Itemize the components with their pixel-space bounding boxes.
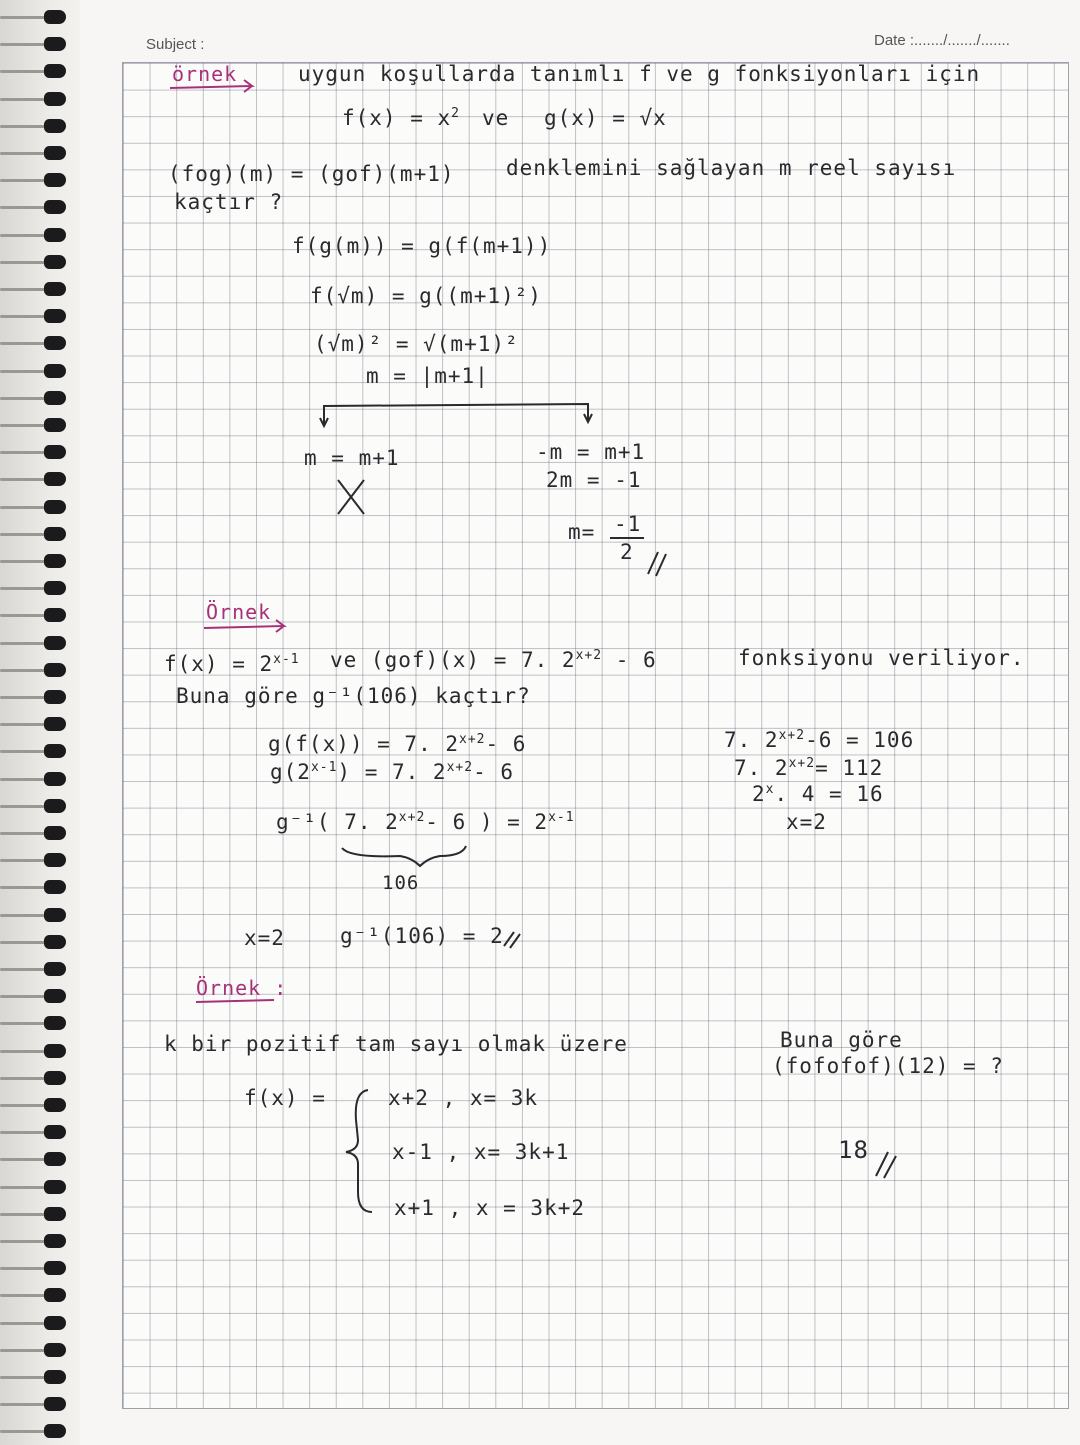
ex2-right4: x=2 <box>786 810 827 834</box>
split-bracket <box>324 404 588 424</box>
question1-rest: denklemini sağlayan m reel sayısı <box>506 156 957 180</box>
ex2-right1: 7. $2^{x+2}-6 = 106$ <box>724 728 915 752</box>
case-b1: -m = m+1 <box>536 440 646 464</box>
double-slash-icon <box>648 552 666 576</box>
f-definition: $f(x) = x^2$ <box>342 106 460 130</box>
example3-label: Örnek : <box>196 976 288 1000</box>
question1-line2: kaçtır ? <box>174 190 284 214</box>
case-a: m = m+1 <box>304 446 400 470</box>
arrow-icon <box>204 620 284 632</box>
answer3: 18 <box>838 1136 869 1164</box>
ex2-right3: 2$^x$. 4 = 16 <box>752 782 884 806</box>
example1-label: örnek <box>172 62 238 86</box>
given-f: $f(x) = 2^{x-1}$ <box>164 652 300 676</box>
g-definition: g(x) = √x <box>544 106 667 130</box>
double-slash-icon <box>876 1152 896 1178</box>
subject-label: Subject : <box>146 36 205 53</box>
example2-label: Örnek <box>206 600 272 624</box>
cross-icon <box>338 480 364 514</box>
final-x: x=2 <box>244 926 285 950</box>
arrow-icon <box>170 80 252 92</box>
given-gof: ve (gof)(x) = 7. $2^{x+2} - 6$ <box>330 648 657 672</box>
underbrace <box>342 846 466 866</box>
piecewise-case2: x-1 , x= 3k+1 <box>392 1140 570 1164</box>
question1-lhs: (fog)(m) = (gof)(m+1) <box>168 162 455 186</box>
ex2-right2: 7. $2^{x+2}= 112$ <box>734 756 884 780</box>
ex2-line1: g(f(x)) = 7. $2^{x+2}-$ 6 <box>268 732 527 756</box>
case-b3-num: -1 <box>614 512 642 536</box>
underline-stroke <box>196 1000 274 1002</box>
given-rest: fonksiyonu veriliyor. <box>738 646 1025 670</box>
step4: m = |m+1| <box>366 364 489 388</box>
question3-line2: (fofofof)(12) = ? <box>772 1054 1004 1078</box>
example1-intro: uygun koşullarda tanımlı f ve g fonksiyonları için <box>298 62 981 86</box>
piecewise-case3: x+1 , x = 3k+2 <box>394 1196 586 1220</box>
case-b3-den: 2 <box>620 540 634 564</box>
question3-line1: Buna göre <box>780 1028 903 1052</box>
piecewise-case1: x+2 , x= 3k <box>388 1086 539 1110</box>
date-label: Date :......./......./....... <box>874 32 1010 49</box>
case-b3-lhs: m= <box>568 520 596 544</box>
condition: k bir pozitif tam sayı olmak üzere <box>164 1032 628 1056</box>
ve-word: ve <box>482 106 510 130</box>
double-slash-icon <box>504 932 520 948</box>
arrowhead-icon <box>320 414 592 426</box>
ex2-line2: $g(2^{x-1}) = 7$. $2^{x+2}-$ 6 <box>270 760 514 784</box>
piecewise-brace <box>346 1090 372 1212</box>
final-answer: g⁻¹(106) = 2 <box>340 924 504 948</box>
step1: f(g(m)) = g(f(m+1)) <box>292 234 552 258</box>
brace-value: 106 <box>382 872 420 894</box>
step3: (√m)² = √(m+1)² <box>314 332 519 356</box>
question2: Buna göre g⁻¹(106) kaçtır? <box>176 684 531 708</box>
step2: f(√m) = g((m+1)²) <box>310 284 542 308</box>
piecewise-label: f(x) = <box>244 1086 326 1110</box>
ex2-line3: g⁻¹( 7. $2^{x+2}-$ 6 ) = $2^{x-1}$ <box>276 810 575 834</box>
case-b2: 2m = -1 <box>546 468 642 492</box>
